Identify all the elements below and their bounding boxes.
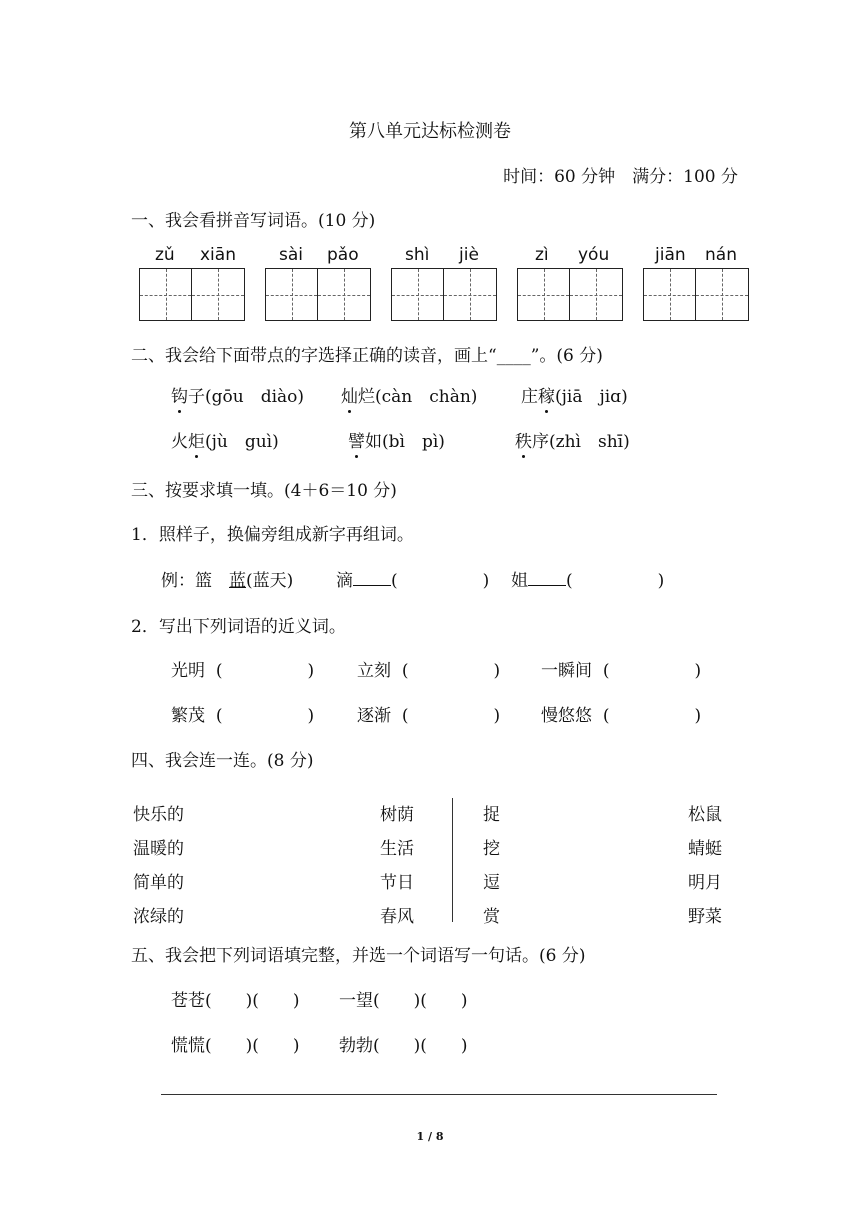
fill-char: 滴: [336, 571, 353, 591]
pinyin-4a: zì: [535, 245, 549, 265]
reading-options[interactable]: 子(gōu diào): [188, 387, 305, 407]
reading-item-6: [515, 427, 630, 452]
page-title: 第八单元达标检测卷: [349, 121, 511, 142]
synonym-answer[interactable]: ( ): [401, 661, 501, 681]
plain-char: 庄: [521, 387, 538, 407]
pinyin-4b: yóu: [578, 245, 610, 265]
fill-item-2: [511, 566, 664, 591]
writing-grid-4[interactable]: [517, 268, 623, 321]
example-prefix: 例：篮: [161, 571, 229, 591]
section-3-heading: 三、按要求填一填。(4＋6＝10 分): [131, 481, 397, 501]
match-right-word[interactable]: 逗: [483, 873, 500, 893]
fill-phrase[interactable]: 苍苍( )( ): [171, 991, 300, 1011]
synonym-item: [541, 701, 701, 726]
section-2-heading: 二、我会给下面带点的字选择正确的读音，画上“____”。(6 分): [131, 346, 603, 366]
pinyin-1b: xiān: [200, 245, 236, 265]
section-5-heading: 五、我会把下列词语填完整，并选一个词语写一句话。(6 分): [131, 946, 586, 966]
exam-meta: 时间：60 分钟 满分：100 分: [503, 167, 738, 187]
synonym-word: 立刻: [357, 661, 391, 681]
dotted-char: 譬: [348, 427, 365, 452]
dotted-char: 秩: [515, 427, 532, 452]
match-right-word[interactable]: 挖: [483, 839, 500, 859]
writing-grid-2[interactable]: [265, 268, 371, 321]
example-line: [161, 566, 293, 591]
pinyin-2b: pǎo: [327, 245, 359, 265]
writing-grid-1[interactable]: [139, 268, 245, 321]
match-right-target[interactable]: 明月: [688, 873, 722, 893]
synonym-answer[interactable]: ( ): [215, 706, 315, 726]
synonym-word: 一瞬间: [541, 661, 592, 681]
synonym-word: 繁茂: [171, 706, 205, 726]
reading-item-5: [348, 427, 445, 452]
page-number: 1 / 8: [416, 1130, 444, 1143]
synonym-answer[interactable]: ( ): [401, 706, 501, 726]
fill-blank[interactable]: [353, 569, 391, 586]
reading-item-2: [341, 382, 477, 407]
fill-phrase[interactable]: 勃勃( )( ): [339, 1036, 468, 1056]
match-left-word[interactable]: 浓绿的: [133, 907, 184, 927]
match-left-target[interactable]: 树荫: [380, 805, 414, 825]
dotted-char: 炬: [188, 427, 205, 452]
match-right-word[interactable]: 捉: [483, 805, 500, 825]
match-left-target[interactable]: 春风: [380, 907, 414, 927]
fill-item-1: [336, 566, 489, 591]
match-left-word[interactable]: 快乐的: [133, 805, 184, 825]
pinyin-3b: jiè: [459, 245, 479, 265]
question-2: 2．写出下列词语的近义词。: [131, 617, 346, 637]
match-left-target[interactable]: 节日: [380, 873, 414, 893]
pinyin-5a: jiān: [655, 245, 686, 265]
match-left-word[interactable]: 简单的: [133, 873, 184, 893]
sentence-answer-line[interactable]: [161, 1094, 717, 1095]
match-right-word[interactable]: 赏: [483, 907, 500, 927]
synonym-item: [171, 701, 314, 726]
fill-paren[interactable]: ( ): [391, 571, 490, 591]
reading-options[interactable]: (jù guì): [205, 432, 279, 452]
reading-options[interactable]: 如(bì pì): [365, 432, 445, 452]
reading-item-3: [521, 382, 628, 407]
fill-phrase[interactable]: 慌慌( )( ): [171, 1036, 300, 1056]
reading-item-1: [171, 382, 304, 407]
match-divider: [452, 798, 453, 922]
reading-options[interactable]: 烂(càn chàn): [358, 387, 478, 407]
dotted-char: 稼: [538, 382, 555, 407]
reading-item-4: [171, 427, 279, 452]
reading-options[interactable]: 序(zhì shī): [532, 432, 630, 452]
reading-options[interactable]: (jiā jiɑ): [555, 387, 628, 407]
dotted-char: 灿: [341, 382, 358, 407]
writing-grid-3[interactable]: [391, 268, 497, 321]
match-left-target[interactable]: 生活: [380, 839, 414, 859]
example-word: (蓝天): [246, 571, 294, 591]
pinyin-1a: zǔ: [155, 245, 175, 265]
synonym-item: [357, 701, 500, 726]
plain-char: 火: [171, 432, 188, 452]
match-right-target[interactable]: 蜻蜓: [688, 839, 722, 859]
fill-phrase[interactable]: 一望( )( ): [339, 991, 468, 1011]
synonym-answer[interactable]: ( ): [602, 661, 702, 681]
section-1-heading: 一、我会看拼音写词语。(10 分): [131, 211, 376, 231]
dotted-char: 钩: [171, 382, 188, 407]
fill-char: 姐: [511, 571, 528, 591]
synonym-item: [541, 656, 701, 681]
synonym-item: [357, 656, 500, 681]
example-char: 蓝: [229, 571, 246, 591]
fill-blank[interactable]: [528, 569, 566, 586]
synonym-answer[interactable]: ( ): [602, 706, 702, 726]
section-4-heading: 四、我会连一连。(8 分): [131, 751, 314, 771]
match-right-target[interactable]: 松鼠: [688, 805, 722, 825]
pinyin-5b: nán: [705, 245, 737, 265]
match-right-target[interactable]: 野菜: [688, 907, 722, 927]
fill-paren[interactable]: ( ): [566, 571, 665, 591]
synonym-answer[interactable]: ( ): [215, 661, 315, 681]
synonym-item: [171, 656, 314, 681]
synonym-word: 逐渐: [357, 706, 391, 726]
writing-grid-5[interactable]: [643, 268, 749, 321]
pinyin-2a: sài: [279, 245, 303, 265]
synonym-word: 慢悠悠: [541, 706, 592, 726]
pinyin-3a: shì: [405, 245, 430, 265]
question-1: 1．照样子，换偏旁组成新字再组词。: [131, 525, 414, 545]
synonym-word: 光明: [171, 661, 205, 681]
match-left-word[interactable]: 温暖的: [133, 839, 184, 859]
